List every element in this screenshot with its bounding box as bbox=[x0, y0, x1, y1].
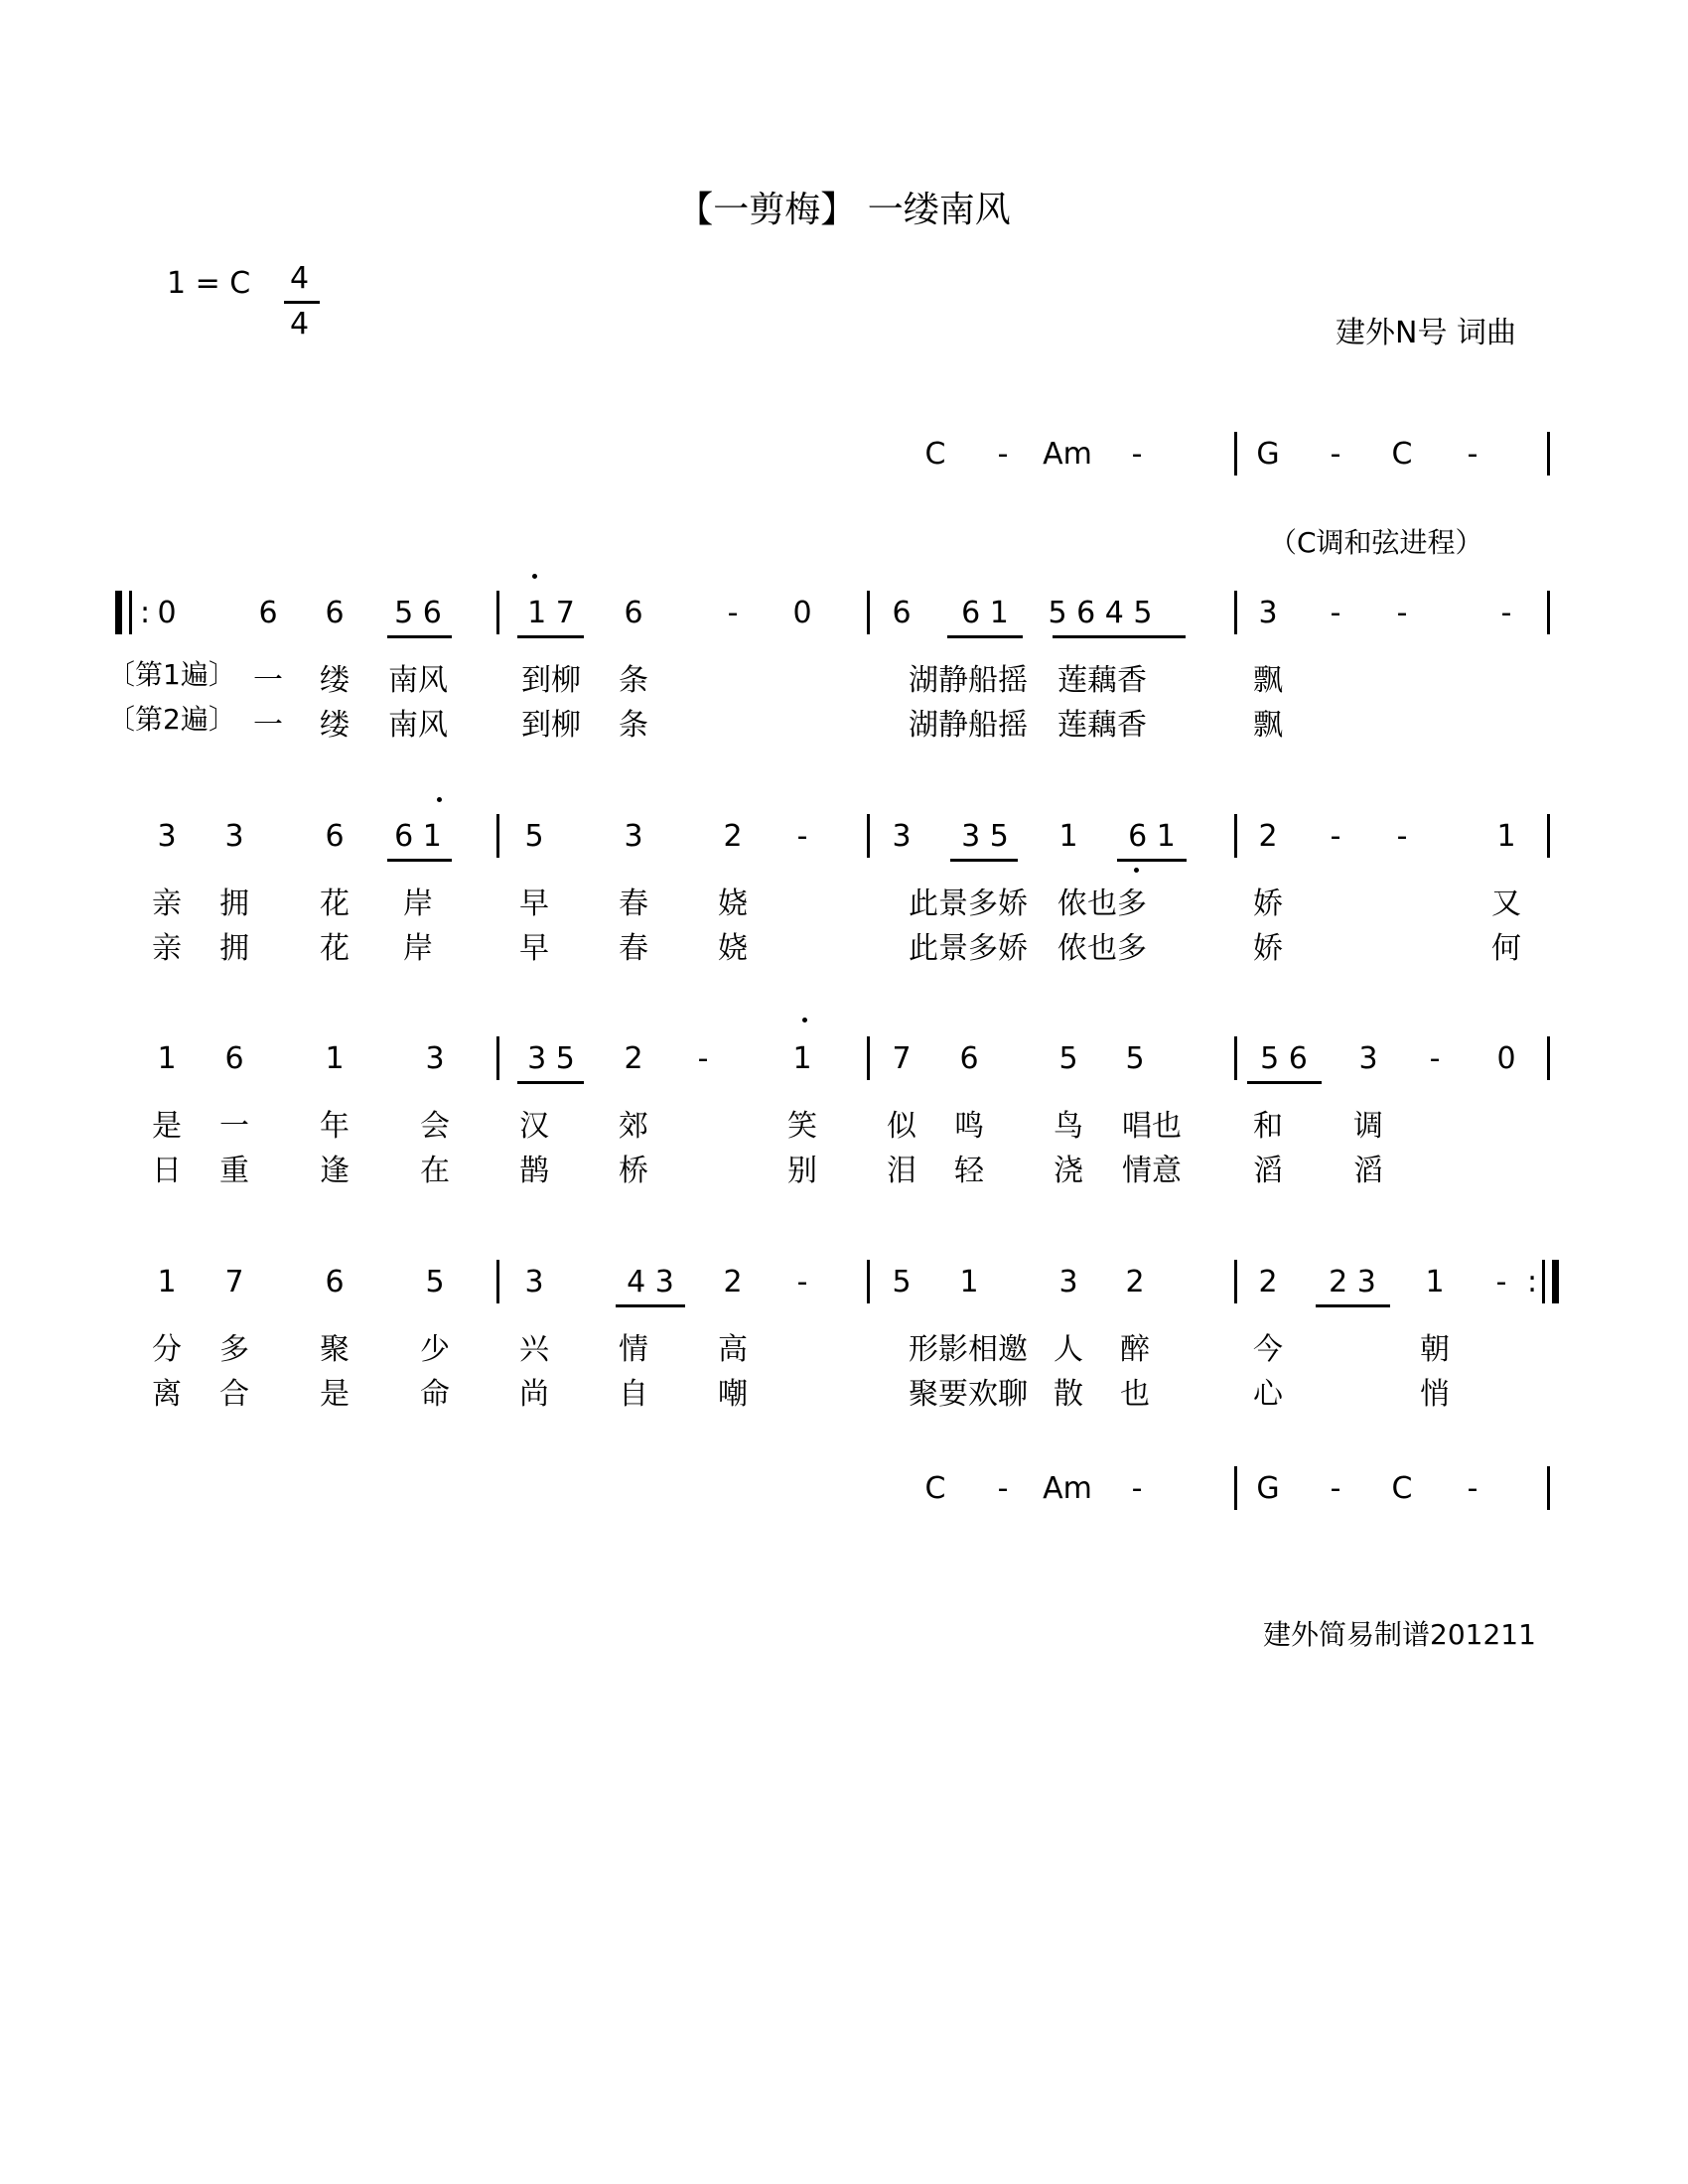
jianpu-note: 5 bbox=[1125, 1041, 1145, 1076]
jianpu-note: 3 bbox=[1358, 1041, 1378, 1076]
lyric-syllable: 重 bbox=[219, 1154, 249, 1188]
barline bbox=[867, 814, 870, 858]
jianpu-note: - bbox=[1429, 1041, 1441, 1076]
lyric-syllable: 花 bbox=[320, 931, 350, 966]
lyric-syllable: 多 bbox=[219, 1332, 249, 1367]
lyric-syllable: 兴 bbox=[519, 1332, 549, 1367]
jianpu-note: 6 1 bbox=[1128, 819, 1176, 854]
barline bbox=[496, 814, 499, 858]
chord-symbol: - bbox=[1131, 1471, 1143, 1506]
barline bbox=[496, 591, 499, 634]
jianpu-note: 2 bbox=[723, 1265, 743, 1299]
jianpu-note: 2 bbox=[1125, 1265, 1145, 1299]
jianpu-note: 7 bbox=[892, 1041, 912, 1076]
chord-symbol: - bbox=[1467, 1471, 1478, 1506]
octave-dot bbox=[437, 797, 442, 802]
jianpu-note: 1 bbox=[157, 1265, 177, 1299]
lyric-syllable: 心 bbox=[1253, 1377, 1283, 1412]
jianpu-note: 3 bbox=[224, 819, 244, 854]
lyric-syllable: 调 bbox=[1353, 1109, 1383, 1144]
repeat-start-barline bbox=[115, 591, 122, 634]
barline bbox=[496, 1036, 499, 1080]
lyric-syllable: 日 bbox=[152, 1154, 182, 1188]
jianpu-note: 5 bbox=[1058, 1041, 1078, 1076]
chord-symbol: - bbox=[1131, 437, 1143, 472]
lyric-syllable: 早 bbox=[519, 887, 549, 921]
jianpu-note: - bbox=[727, 596, 739, 630]
jianpu-note: 3 bbox=[524, 1265, 544, 1299]
lyric-syllable: 缕 bbox=[320, 708, 350, 743]
lyric-syllable: 岸 bbox=[403, 887, 433, 921]
jianpu-note: 5 bbox=[892, 1265, 912, 1299]
lyric-syllable: 侬也多 bbox=[1057, 931, 1147, 966]
lyric-syllable: 娆 bbox=[718, 887, 748, 921]
lyric-syllable: 娆 bbox=[718, 931, 748, 966]
jianpu-note: 2 bbox=[1258, 1265, 1278, 1299]
lyric-syllable: 莲藕香 bbox=[1057, 708, 1147, 743]
barline bbox=[1234, 1466, 1237, 1510]
lyric-syllable: 亲 bbox=[152, 887, 182, 921]
jianpu-note: 3 bbox=[892, 819, 912, 854]
jianpu-note: 2 bbox=[1258, 819, 1278, 854]
barline bbox=[1547, 432, 1550, 476]
page-title: 【一剪梅】 一缕南风 bbox=[677, 190, 1011, 230]
lyric-syllable: 逢 bbox=[320, 1154, 350, 1188]
lyric-syllable: 湖静船摇 bbox=[909, 663, 1028, 698]
jianpu-note: 3 5 bbox=[961, 819, 1009, 854]
lyric-syllable: 鸣 bbox=[954, 1109, 984, 1144]
lyric-syllable: 南风 bbox=[388, 708, 448, 743]
lyric-syllable: 拥 bbox=[219, 931, 249, 966]
barline bbox=[1234, 814, 1237, 858]
jianpu-note: 6 1 bbox=[394, 819, 442, 854]
repeat-end-thin-barline bbox=[1542, 1260, 1545, 1303]
jianpu-note: - bbox=[796, 1265, 808, 1299]
jianpu-note: 6 bbox=[258, 596, 278, 630]
jianpu-note: 5 6 bbox=[1260, 1041, 1308, 1076]
jianpu-note: 5 bbox=[524, 819, 544, 854]
time-signature-top: 4 bbox=[290, 261, 310, 296]
barline bbox=[496, 1260, 499, 1303]
jianpu-note: - bbox=[796, 819, 808, 854]
jianpu-note: 1 7 bbox=[527, 596, 575, 630]
lyric-syllable: 高 bbox=[718, 1332, 748, 1367]
jianpu-note: 3 bbox=[157, 819, 177, 854]
lyric-syllable: 分 bbox=[152, 1332, 182, 1367]
lyric-syllable: 人 bbox=[1054, 1332, 1083, 1367]
jianpu-note: 1 bbox=[1496, 819, 1516, 854]
repeat-end-dots: : bbox=[1526, 1265, 1538, 1299]
jianpu-note: 6 bbox=[959, 1041, 979, 1076]
jianpu-note: 6 bbox=[624, 596, 643, 630]
jianpu-note: 6 bbox=[325, 819, 345, 854]
octave-dot bbox=[532, 574, 537, 579]
lyric-syllable: 和 bbox=[1253, 1109, 1283, 1144]
time-signature-bottom: 4 bbox=[290, 307, 310, 341]
lyric-syllable: 南风 bbox=[388, 663, 448, 698]
lyric-syllable: 早 bbox=[519, 931, 549, 966]
chord-symbol: - bbox=[1330, 1471, 1341, 1506]
jianpu-note: 6 bbox=[325, 1265, 345, 1299]
jianpu-note: 1 bbox=[1058, 819, 1078, 854]
beam-underline bbox=[1053, 635, 1186, 638]
chord-symbol: Am bbox=[1043, 1471, 1092, 1506]
chord-symbol: C bbox=[1391, 1471, 1413, 1506]
jianpu-note: 2 bbox=[624, 1041, 643, 1076]
barline bbox=[1547, 591, 1550, 634]
jianpu-note: 1 bbox=[1425, 1265, 1445, 1299]
lyric-syllable: 又 bbox=[1491, 887, 1521, 921]
beam-underline bbox=[950, 859, 1018, 862]
lyric-syllable: 花 bbox=[320, 887, 350, 921]
lyric-syllable: 娇 bbox=[1253, 887, 1283, 921]
jianpu-note: 3 bbox=[624, 819, 643, 854]
beam-underline bbox=[517, 635, 584, 638]
octave-dot bbox=[1134, 868, 1139, 873]
verse-label-2: 〔第2遍〕 bbox=[107, 703, 236, 736]
jianpu-note: 5 6 4 5 bbox=[1048, 596, 1153, 630]
beam-underline bbox=[387, 635, 452, 638]
lyric-syllable: 散 bbox=[1054, 1377, 1083, 1412]
repeat-end-barline bbox=[1552, 1260, 1559, 1303]
jianpu-note: 6 bbox=[325, 596, 345, 630]
lyric-syllable: 悄 bbox=[1420, 1377, 1450, 1412]
transcriber-credit: 建外简易制谱201211 bbox=[1263, 1618, 1536, 1651]
lyric-syllable: 缕 bbox=[320, 663, 350, 698]
lyric-syllable: 形影相邀 bbox=[909, 1332, 1028, 1367]
beam-underline bbox=[1247, 1081, 1322, 1084]
chord-symbol: - bbox=[1467, 437, 1478, 472]
lyric-syllable: 到柳 bbox=[521, 663, 581, 698]
barline bbox=[867, 1260, 870, 1303]
lyric-syllable: 笑 bbox=[787, 1109, 817, 1144]
lyric-syllable: 聚要欢聊 bbox=[909, 1377, 1028, 1412]
jianpu-note: 3 bbox=[1258, 596, 1278, 630]
lyric-syllable: 飘 bbox=[1253, 663, 1283, 698]
jianpu-note: 3 5 bbox=[527, 1041, 575, 1076]
jianpu-note: 0 bbox=[157, 596, 177, 630]
jianpu-note: 1 bbox=[325, 1041, 345, 1076]
chord-symbol: - bbox=[997, 437, 1009, 472]
lyric-syllable: 春 bbox=[619, 887, 648, 921]
lyric-syllable: 何 bbox=[1491, 931, 1521, 966]
lyric-syllable: 浇 bbox=[1054, 1154, 1083, 1188]
jianpu-note: 1 bbox=[792, 1041, 812, 1076]
jianpu-note: 5 bbox=[425, 1265, 445, 1299]
barline bbox=[867, 591, 870, 634]
lyric-syllable: 鹊 bbox=[519, 1154, 549, 1188]
jianpu-note: 0 bbox=[792, 596, 812, 630]
lyric-syllable: 汉 bbox=[519, 1109, 549, 1144]
lyric-syllable: 自 bbox=[619, 1377, 648, 1412]
jianpu-note: - bbox=[1500, 596, 1512, 630]
lyric-syllable: 尚 bbox=[519, 1377, 549, 1412]
lyric-syllable: 拥 bbox=[219, 887, 249, 921]
jianpu-note: 4 3 bbox=[627, 1265, 674, 1299]
lyric-syllable: 条 bbox=[619, 663, 648, 698]
jianpu-note: 6 1 bbox=[961, 596, 1009, 630]
jianpu-note: 2 3 bbox=[1329, 1265, 1376, 1299]
lyric-syllable: 亲 bbox=[152, 931, 182, 966]
lyric-syllable: 命 bbox=[420, 1377, 450, 1412]
lyric-syllable: 是 bbox=[320, 1377, 350, 1412]
verse-label-1: 〔第1遍〕 bbox=[107, 658, 236, 691]
lyric-syllable: 唱也 bbox=[1122, 1109, 1182, 1144]
barline bbox=[1234, 1260, 1237, 1303]
lyric-syllable: 娇 bbox=[1253, 931, 1283, 966]
lyric-syllable: 合 bbox=[219, 1377, 249, 1412]
lyric-syllable: 到柳 bbox=[521, 708, 581, 743]
chord-progression-note: （C调和弦进程） bbox=[1269, 526, 1483, 559]
lyric-syllable: 今 bbox=[1253, 1332, 1283, 1367]
jianpu-note: 5 6 bbox=[394, 596, 442, 630]
chord-symbol: C bbox=[924, 1471, 946, 1506]
beam-underline bbox=[387, 859, 452, 862]
lyric-syllable: 也 bbox=[1120, 1377, 1150, 1412]
jianpu-note: 6 bbox=[892, 596, 912, 630]
beam-underline bbox=[1117, 859, 1187, 862]
lyric-syllable: 泪 bbox=[887, 1154, 916, 1188]
barline bbox=[1234, 1036, 1237, 1080]
barline bbox=[1234, 591, 1237, 634]
lyric-syllable: 一 bbox=[253, 708, 283, 743]
lyric-syllable: 年 bbox=[320, 1109, 350, 1144]
lyric-syllable: 侬也多 bbox=[1057, 887, 1147, 921]
jianpu-note: 2 bbox=[723, 819, 743, 854]
lyric-syllable: 情意 bbox=[1122, 1154, 1182, 1188]
barline bbox=[867, 1036, 870, 1080]
lyric-syllable: 滔 bbox=[1253, 1154, 1283, 1188]
jianpu-note: 1 bbox=[157, 1041, 177, 1076]
jianpu-note: 1 bbox=[959, 1265, 979, 1299]
barline bbox=[1547, 1466, 1550, 1510]
jianpu-note: 7 bbox=[224, 1265, 244, 1299]
beam-underline bbox=[947, 635, 1023, 638]
lyric-syllable: 莲藕香 bbox=[1057, 663, 1147, 698]
barline bbox=[1234, 432, 1237, 476]
jianpu-note: - bbox=[1330, 596, 1341, 630]
lyric-syllable: 聚 bbox=[320, 1332, 350, 1367]
lyric-syllable: 一 bbox=[253, 663, 283, 698]
key-signature: 1 = C bbox=[167, 266, 251, 301]
lyric-syllable: 此景多娇 bbox=[909, 931, 1028, 966]
jianpu-note: - bbox=[1330, 819, 1341, 854]
chord-symbol: - bbox=[1330, 437, 1341, 472]
lyric-syllable: 在 bbox=[420, 1154, 450, 1188]
composer-credit: 建外N号 词曲 bbox=[1336, 316, 1516, 350]
beam-underline bbox=[616, 1304, 685, 1307]
lyric-syllable: 滔 bbox=[1353, 1154, 1383, 1188]
barline bbox=[1547, 1036, 1550, 1080]
lyric-syllable: 是 bbox=[152, 1109, 182, 1144]
chord-symbol: G bbox=[1256, 1471, 1280, 1506]
beam-underline bbox=[1316, 1304, 1390, 1307]
lyric-syllable: 似 bbox=[887, 1109, 916, 1144]
lyric-syllable: 春 bbox=[619, 931, 648, 966]
lyric-syllable: 离 bbox=[152, 1377, 182, 1412]
lyric-syllable: 会 bbox=[420, 1109, 450, 1144]
lyric-syllable: 一 bbox=[219, 1109, 249, 1144]
jianpu-note: - bbox=[697, 1041, 709, 1076]
lyric-syllable: 朝 bbox=[1420, 1332, 1450, 1367]
beam-underline bbox=[517, 1081, 584, 1084]
jianpu-note: - bbox=[1495, 1265, 1507, 1299]
repeat-dots: : bbox=[139, 596, 151, 630]
jianpu-note: - bbox=[1396, 596, 1408, 630]
lyric-syllable: 少 bbox=[420, 1332, 450, 1367]
jianpu-note: 0 bbox=[1496, 1041, 1516, 1076]
lyric-syllable: 郊 bbox=[619, 1109, 648, 1144]
jianpu-note: - bbox=[1396, 819, 1408, 854]
lyric-syllable: 轻 bbox=[954, 1154, 984, 1188]
octave-dot bbox=[802, 1018, 807, 1023]
barline bbox=[1547, 814, 1550, 858]
lyric-syllable: 条 bbox=[619, 708, 648, 743]
time-signature-line bbox=[284, 301, 320, 304]
lyric-syllable: 嘲 bbox=[718, 1377, 748, 1412]
chord-symbol: - bbox=[997, 1471, 1009, 1506]
jianpu-note: 3 bbox=[425, 1041, 445, 1076]
lyric-syllable: 湖静船摇 bbox=[909, 708, 1028, 743]
lyric-syllable: 飘 bbox=[1253, 708, 1283, 743]
chord-symbol: C bbox=[1391, 437, 1413, 472]
lyric-syllable: 鸟 bbox=[1054, 1109, 1083, 1144]
lyric-syllable: 岸 bbox=[403, 931, 433, 966]
jianpu-note: 3 bbox=[1058, 1265, 1078, 1299]
chord-symbol: Am bbox=[1043, 437, 1092, 472]
lyric-syllable: 别 bbox=[787, 1154, 817, 1188]
chord-symbol: G bbox=[1256, 437, 1280, 472]
lyric-syllable: 醉 bbox=[1120, 1332, 1150, 1367]
repeat-start-thin-barline bbox=[129, 591, 132, 634]
lyric-syllable: 桥 bbox=[619, 1154, 648, 1188]
lyric-syllable: 情 bbox=[619, 1332, 648, 1367]
chord-symbol: C bbox=[924, 437, 946, 472]
lyric-syllable: 此景多娇 bbox=[909, 887, 1028, 921]
jianpu-note: 6 bbox=[224, 1041, 244, 1076]
